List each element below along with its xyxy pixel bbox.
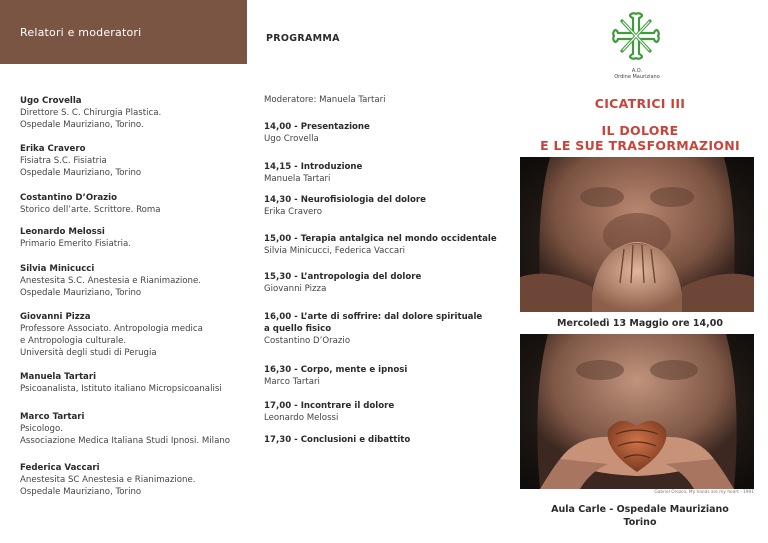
speaker-name: Marco Tartari [20,412,85,422]
program-moderator: Moderatore: Manuela Tartari [264,95,386,105]
program-session [264,271,509,295]
speaker-name: Giovanni Pizza [20,312,91,322]
session-speaker: Manuela Tartari [264,174,331,184]
program-session [264,161,509,185]
photo-credit: Gabriel Orozco, My hands are my heart - 1991 [654,490,754,495]
cover-panel [512,0,768,543]
event-title-line2: IL DOLORE [601,123,679,138]
program-session [264,311,509,347]
session-speaker: Ugo Crovella [264,134,319,144]
speaker-entry [20,371,245,395]
speaker-name: Costantino D’Orazio [20,193,118,203]
session-speaker: Costantino D’Orazio [264,336,351,346]
speaker-affiliation: Ospedale Mauriziano, Torino [20,288,142,298]
speaker-affiliation: Università degli studi di Perugia [20,348,157,358]
speaker-affiliation: Professore Associato. Antropologia medica [20,324,203,334]
speaker-entry [20,95,245,131]
speaker-name: Federica Vaccari [20,463,100,473]
speaker-entry [20,226,245,250]
logo-org-line2: Ordine Mauriziano [614,74,660,80]
event-title-line3: E LE SUE TRASFORMAZIONI [540,138,740,153]
program-session [264,400,509,424]
speaker-affiliation: Ospedale Mauriziano, Torino. [20,120,144,130]
session-title: 15,30 - L’antropologia del dolore [264,272,422,282]
speakers-panel [0,0,247,543]
speaker-affiliation: Psicoanalista, Istituto italiano Micropsicoanalisi [20,384,222,394]
speaker-entry [20,311,245,359]
speaker-entry [20,192,245,216]
speaker-entry [20,143,245,179]
speaker-name: Ugo Crovella [20,96,82,106]
speaker-entry [20,411,245,447]
speaker-affiliation: Ospedale Mauriziano, Torino [20,168,142,178]
speaker-affiliation: Psicologo. [20,424,63,434]
session-speaker: Erika Cravero [264,207,322,217]
speaker-affiliation: Storico dell’arte. Scrittore. Roma [20,205,161,215]
speakers-header-title: Relatori e moderatori [20,26,142,39]
speakers-header [0,0,247,64]
session-title-cont: a quello fisico [264,324,332,334]
speaker-name: Leonardo Melossi [20,227,105,237]
session-speaker: Silvia Minicucci, Federica Vaccari [264,246,406,256]
session-speaker: Giovanni Pizza [264,284,327,294]
speaker-affiliation: e Antropologia culturale. [20,336,127,346]
speaker-affiliation: Direttore S. C. Chirurgia Plastica. [20,108,162,118]
speaker-affiliation: Primario Emerito Fisiatria. [20,239,131,249]
program-session [264,233,509,257]
speaker-name: Manuela Tartari [20,372,97,382]
speaker-affiliation: Ospedale Mauriziano, Torino [20,487,142,497]
speaker-affiliation: Anestesita S.C. Anestesia e Rianimazione. [20,276,201,286]
photo-hands-heart [520,334,754,489]
program-session [264,121,509,145]
program-session [264,364,509,388]
speaker-name: Erika Cravero [20,144,86,154]
logo-org-line1: A.O. [631,68,643,74]
session-title: 17,30 - Conclusioni e dibattito [264,435,411,445]
program-session [264,434,509,446]
program-title: PROGRAMMA [266,33,340,44]
photo-hands-chest [520,157,754,312]
event-date: Mercoledì 13 Maggio ore 14,00 [557,318,723,329]
speaker-entry [20,462,245,498]
speaker-entry [20,263,245,299]
session-speaker: Leonardo Melossi [264,413,339,423]
session-title: 16,30 - Corpo, mente e ipnosi [264,365,408,375]
session-title: 14,15 - Introduzione [264,162,363,172]
speaker-affiliation: Associazione Medica Italiana Studi Ipnosi. Milano [20,436,231,446]
speaker-affiliation: Fisiatra S.C. Fisiatria [20,156,107,166]
venue-line1: Aula Carle - Ospedale Mauriziano [551,504,729,515]
speaker-name: Silvia Minicucci [20,264,95,274]
program-panel [247,0,512,543]
session-title: 14,30 - Neurofisiologia del dolore [264,195,426,205]
speaker-affiliation: Anestesita SC Anestesia e Rianimazione. [20,475,196,485]
session-title: 15,00 - Terapia antalgica nel mondo occidentale [264,234,497,244]
session-title: 16,00 - L’arte di soffrire: dal dolore spirituale [264,312,483,322]
session-title: 17,00 - Incontrare il dolore [264,401,395,411]
program-session [264,194,509,218]
session-speaker: Marco Tartari [264,377,320,387]
session-title: 14,00 - Presentazione [264,122,370,132]
venue-line2: Torino [623,517,657,528]
event-title-line1: CICATRICI III [594,96,686,111]
mauritian-cross-logo-icon [610,12,662,60]
